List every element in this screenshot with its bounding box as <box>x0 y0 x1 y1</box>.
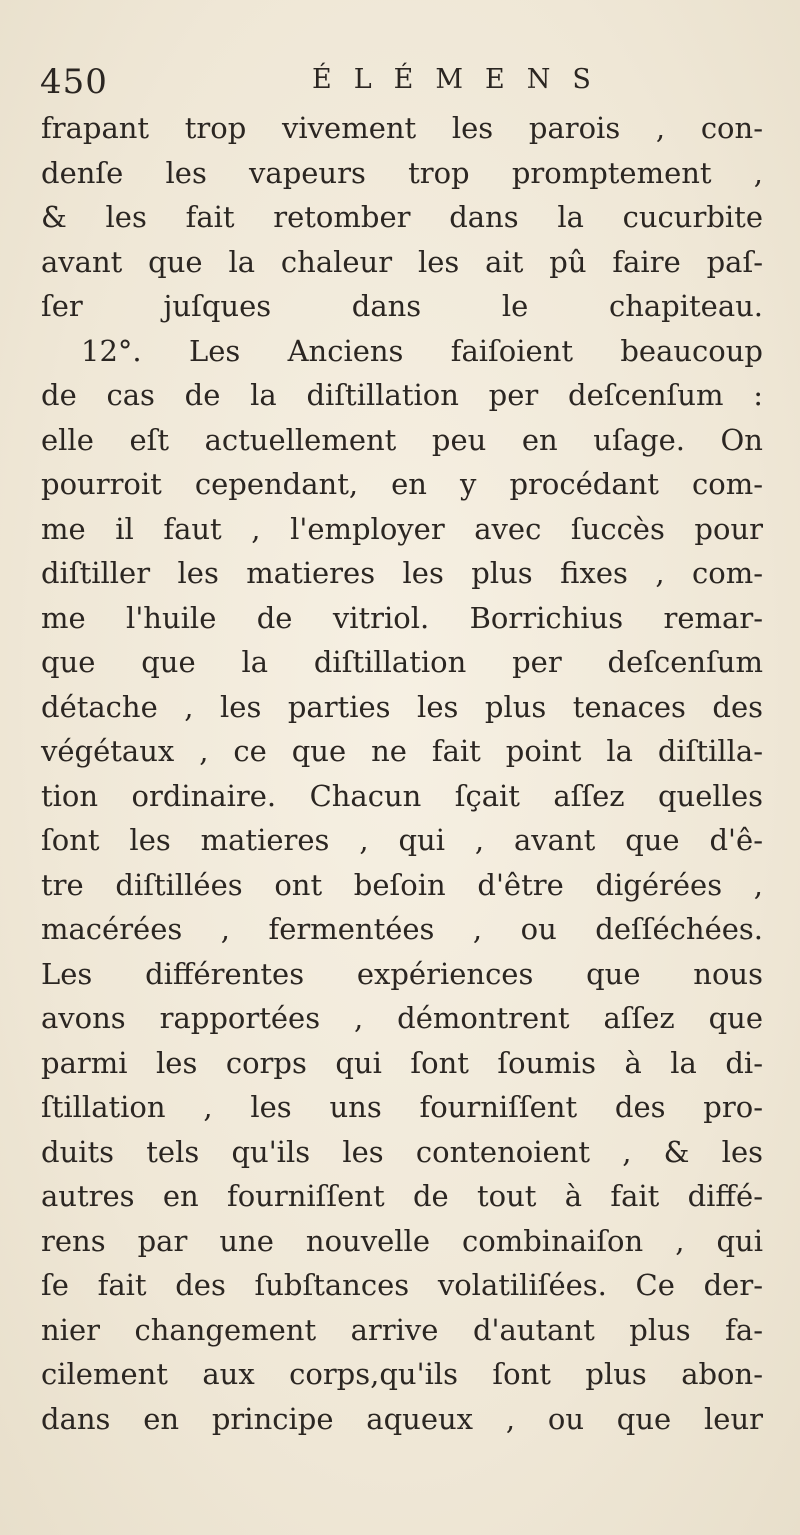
text-line: me il faut , l'employer avec ſuccès pour <box>41 511 763 546</box>
page-header <box>40 60 740 106</box>
text-line: détache , les parties les plus tenaces des <box>41 689 763 724</box>
text-line: que que la diſtillation per deſcenſum <box>41 645 763 679</box>
text-line: pourroit cependant, en y procédant com- <box>41 467 763 501</box>
text-line: végétaux , ce que ne fait point la diſtilla- <box>41 734 763 768</box>
body-text <box>41 106 763 1441</box>
text-line: diſtiller les matieres les plus fixes , com- <box>41 556 763 590</box>
text-line: ſe fait des ſubſtances volatiliſées. Ce der- <box>41 1268 763 1302</box>
text-line: rens par une nouvelle combinaiſon , qui <box>41 1223 763 1258</box>
text-line: denſe les vapeurs trop promptement , <box>41 155 763 190</box>
text-line: avons rapportées , démontrent aſſez que <box>41 1001 763 1035</box>
text-line: nier changement arrive d'autant plus fa- <box>41 1312 763 1347</box>
text-line: autres en fourniſſent de tout à fait diffé- <box>41 1179 763 1213</box>
running-head: ÉLÉMENS <box>312 64 613 95</box>
text-line: 12°. Les Anciens faiſoient beaucoup <box>81 333 763 368</box>
text-line: ſer juſques dans le chapiteau. <box>41 289 763 323</box>
text-line: elle eſt actuellement peu en uſage. On <box>41 422 763 457</box>
text-line: avant que la chaleur les ait pû faire paſ- <box>41 244 763 279</box>
text-line: tion ordinaire. Chacun ſçait aſſez quelles <box>41 778 763 813</box>
text-line: frapant trop vivement les parois , con- <box>41 111 763 145</box>
text-line: parmi les corps qui ſont ſoumis à la di- <box>41 1045 763 1080</box>
text-line: cilement aux corps,qu'ils ſont plus abon- <box>41 1357 763 1391</box>
text-line: macérées , fermentées , ou deſſéchées. <box>41 912 763 946</box>
text-line: me l'huile de vitriol. Borrichius remar- <box>41 600 763 635</box>
text-line: Les différentes expériences que nous <box>41 956 763 991</box>
text-line: de cas de la diſtillation per deſcenſum : <box>41 378 763 412</box>
text-line: ſtillation , les uns fourniſſent des pro- <box>41 1090 763 1124</box>
text-line: & les fait retomber dans la cucurbite <box>41 200 763 234</box>
text-line: dans en principe aqueux , ou que leur <box>41 1401 763 1436</box>
text-line: ſont les matieres , qui , avant que d'ê- <box>41 823 763 857</box>
page-number: 450 <box>40 62 108 102</box>
text-line: tre diſtillées ont beſoin d'être digérées , <box>41 867 763 902</box>
text-line: duits tels qu'ils les contenoient , & les <box>41 1134 763 1169</box>
